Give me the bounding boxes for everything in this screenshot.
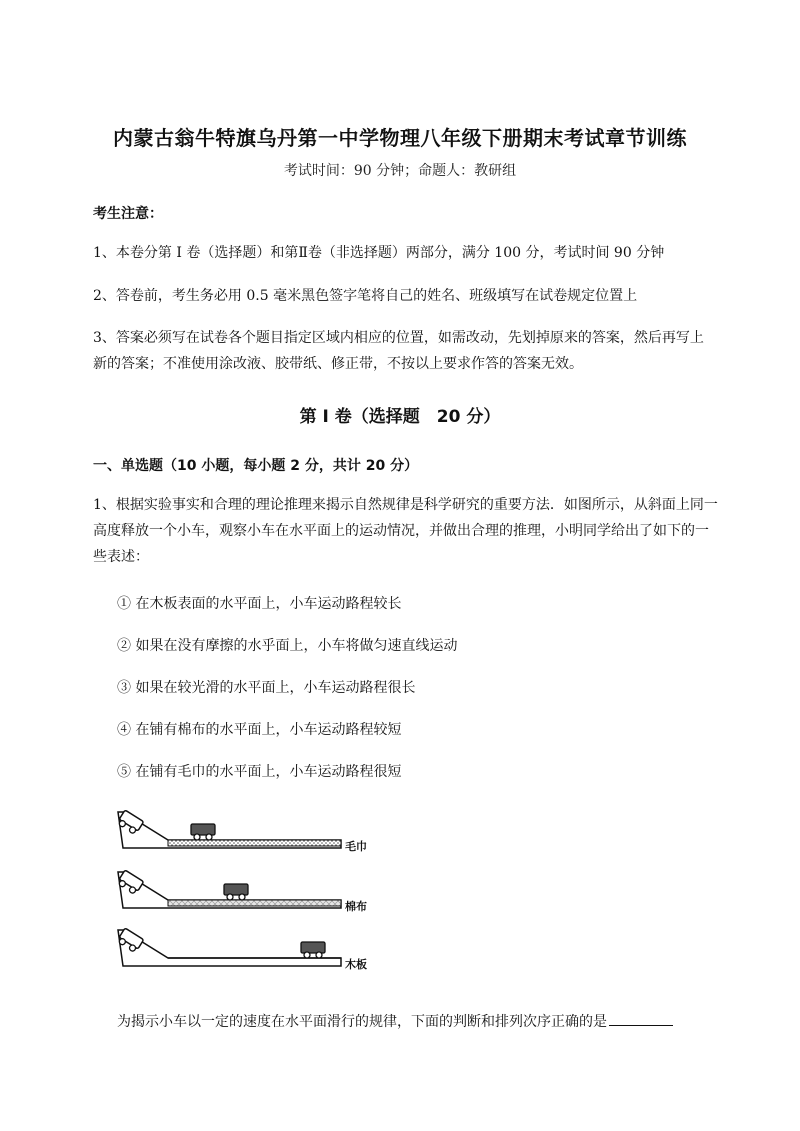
notice-item-2: 2、答卷前，考生务必用 0.5 毫米黑色签字笔将自己的姓名、班级填写在试卷规定位置上 (93, 288, 638, 304)
statement-5: ⑤ 在铺有毛巾的水平面上，小车运动路程很短 (117, 764, 402, 780)
ramp-wood (117, 928, 367, 971)
statement-3: ③ 如果在较光滑的水平面上，小车运动路程很长 (117, 680, 416, 696)
section-title: 第 I 卷（选择题 20 分） (299, 407, 501, 427)
question-stem: 1、根据实验事实和合理的理论推理来揭示自然规律是科学研究的重要方法．如图所示，从斜面上同一高度释放一个小车，观察小车在水平面上的运动情况，并做出合理的推理，小明同学给出了如下的一些表述： (93, 497, 718, 565)
cart-stopped-icon (224, 884, 248, 900)
cart-stopped-icon (301, 942, 325, 958)
ramp-towel (117, 810, 367, 853)
statement-1: ① 在木板表面的水平面上，小车运动路程较长 (117, 596, 402, 612)
page-title: 内蒙古翁牛特旗乌丹第一中学物理八年级下册期末考试章节训练 (113, 126, 687, 150)
question-prompt (117, 1011, 673, 1031)
notice-item-1: 1、本卷分第 I 卷（选择题）和第Ⅱ卷（非选择题）两部分，满分 100 分，考试时间 90 分钟 (93, 245, 665, 261)
label-cotton: 棉布 (345, 900, 367, 913)
statement-4: ④ 在铺有棉布的水平面上，小车运动路程较短 (117, 722, 402, 738)
label-towel: 毛巾 (345, 840, 367, 853)
exam-info: 考试时间：90 分钟；命题人：教研组 (283, 163, 517, 179)
ramp-cotton (117, 870, 367, 913)
question-group-heading: 一、单选题（10 小题，每小题 2 分，共计 20 分） (93, 458, 419, 474)
notice-item-3: 3、答案必须写在试卷各个题目指定区域内相应的位置，如需改动，先划掉原来的答案，然后再写上新的答案；不准使用涂改液、胶带纸、修正带，不按以上要求作答的答案无效。 (93, 330, 704, 372)
question-prompt-text: 为揭示小车以一定的速度在水平面滑行的规律，下面的判断和排列次序正确的是 (117, 1014, 607, 1030)
notice-heading: 考生注意： (93, 206, 163, 222)
cart-stopped-icon (191, 824, 215, 840)
statement-2: ② 如果在没有摩擦的水乎面上，小车将做匀速直线运动 (117, 638, 458, 654)
label-wood: 木板 (345, 958, 367, 971)
answer-blank[interactable] (609, 1011, 673, 1026)
incline-experiment-figure (113, 802, 393, 982)
